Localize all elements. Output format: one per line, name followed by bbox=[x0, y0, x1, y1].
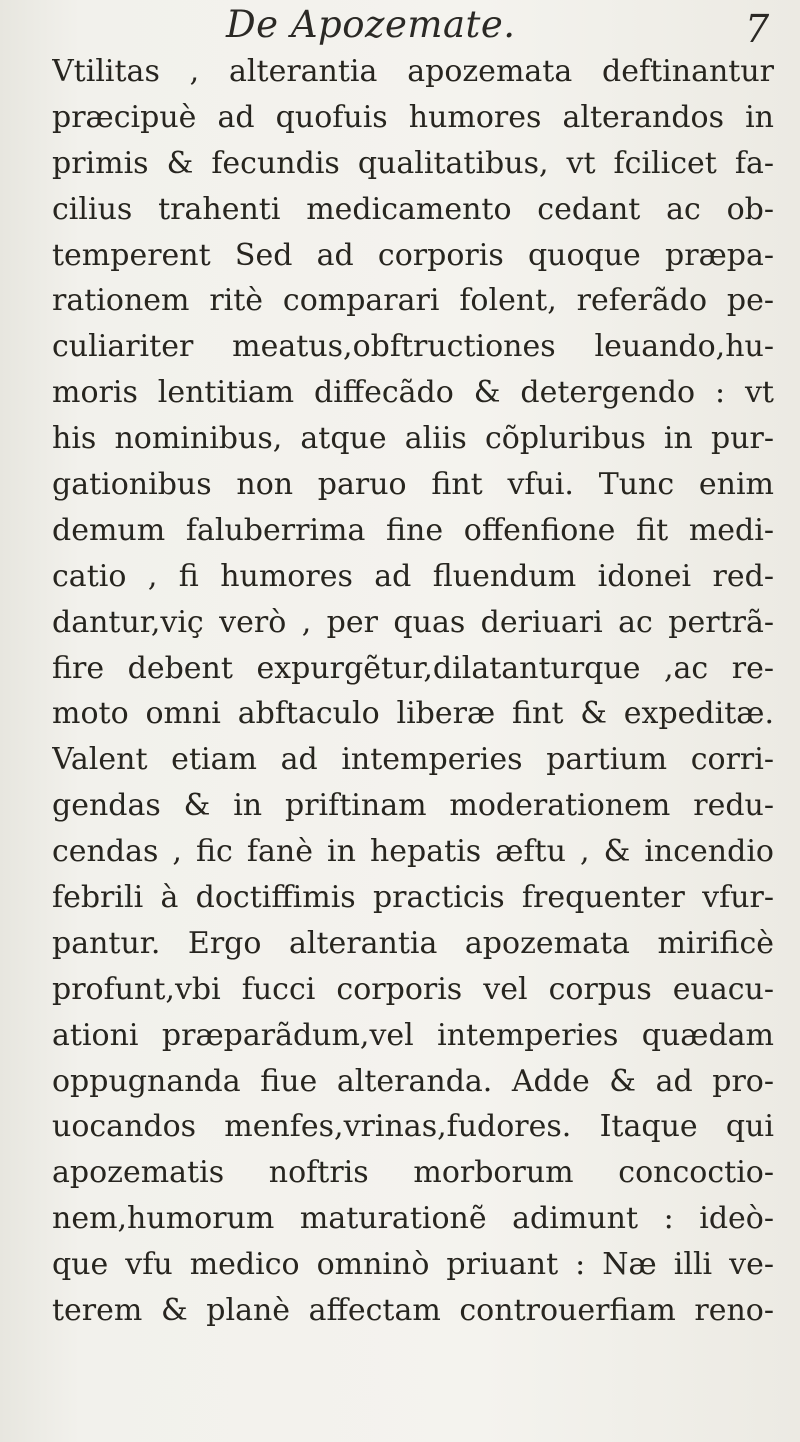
text-line: dantur,viç verò , per quas deriuari ac pertrã- bbox=[52, 604, 774, 640]
text-line: cilius trahenti medicamento cedant ac ob- bbox=[52, 191, 774, 227]
text-line: nem,humorum maturationẽ adimunt : ideò- bbox=[52, 1201, 774, 1237]
body-text bbox=[52, 49, 774, 1334]
text-line: præcipuè ad quofuis humores alterandos in bbox=[52, 99, 774, 135]
text-line: culiariter meatus,obftructiones leuando,hu- bbox=[52, 329, 774, 365]
text-line: rationem ritè comparari folent, referãdo pe- bbox=[52, 283, 774, 319]
text-line: demum faluberrima fine offenfione fit medi- bbox=[52, 512, 774, 548]
text-line: fire debent expurgẽtur,dilatanturque ,ac re- bbox=[52, 650, 774, 686]
text-line: temperent Sed ad corporis quoque præpa- bbox=[52, 237, 774, 273]
text-line: ationi præparãdum,vel intemperies quædam bbox=[52, 1017, 774, 1053]
text-line: gendas & in priftinam moderationem redu- bbox=[52, 788, 774, 824]
text-line: oppugnanda fiue alteranda. Adde & ad pro- bbox=[52, 1063, 774, 1099]
text-line: Valent etiam ad intemperies partium corri- bbox=[52, 742, 774, 778]
text-line: moto omni abftaculo liberæ fint & expeditæ. bbox=[52, 696, 774, 732]
text-line: catio , fi humores ad fluendum idonei red- bbox=[52, 558, 774, 594]
text-line: Vtilitas , alterantia apozemata deftinantur bbox=[52, 54, 774, 89]
page-number: 7 bbox=[745, 7, 770, 51]
text-line: febrili à doctiffimis practicis frequenter vfur- bbox=[52, 880, 774, 916]
text-line: cendas , fic fanè in hepatis æftu , & incendio bbox=[52, 834, 774, 870]
text-line: his nominibus, atque aliis cõpluribus in pur- bbox=[52, 421, 774, 457]
text-line: profunt,vbi fucci corporis vel corpus euacu- bbox=[52, 971, 774, 1007]
text-line: apozematis noftris morborum concoctio- bbox=[52, 1155, 774, 1191]
text-line: gationibus non paruo fint vfui. Tunc enim bbox=[52, 467, 774, 503]
running-head bbox=[0, 0, 800, 52]
text-line: pantur. Ergo alterantia apozemata mirificè bbox=[52, 925, 774, 961]
text-line: moris lentitiam diffecãdo & detergendo : vt bbox=[52, 375, 774, 411]
text-line: terem & planè affectam controuerfiam reno- bbox=[52, 1293, 774, 1329]
text-line: uocandos menfes,vrinas,fudores. Itaque qui bbox=[52, 1109, 774, 1145]
running-title: De Apozemate. bbox=[226, 3, 516, 46]
text-line: primis & fecundis qualitatibus, vt fcilicet fa- bbox=[52, 145, 774, 181]
text-line: que vfu medico omninò priuant : Næ illi ve- bbox=[52, 1247, 774, 1283]
